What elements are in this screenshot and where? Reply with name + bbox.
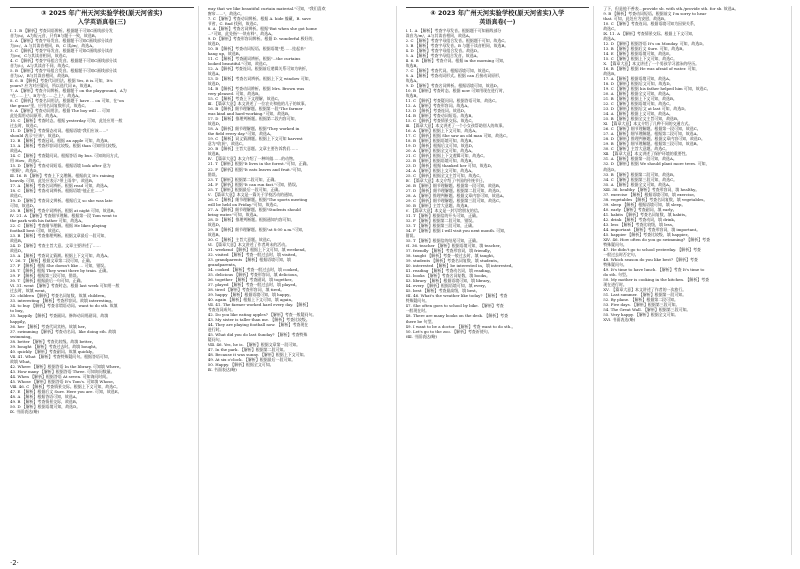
answer-line: 窗帘……"，故选C。 [207,11,245,17]
answer-line: 40. interested 【解析】be interested in，填 interested。 [405,263,516,269]
answer-line: 14. E 【解析】根据语境可知，故选E。 [603,51,673,57]
answer-line: ..."可知，此处指"一块布料"，故选A。 [207,31,275,37]
answer-line: 27. D 【解析】细节理解题。根据第二段可知，故选D。 [405,188,504,194]
answer-line: Ⅶ. 41. What 【解析】考查特殊疑问句。根据答语可知， [10,353,112,359]
answer-line: 12. B 【解析】考查冠词。根据 an apple 可知，故选B。 [10,137,112,143]
answer-line: 故选D。 [207,221,223,227]
answer-line: 10. B 【解析】考查时态。根据 now 可知用现在进行时， [405,87,507,93]
answer-line: ⅩⅣ. 46. How often do you go swimming? 【解析】考查 [603,236,711,242]
answer-line: 12. A 【解析】考查形容词。故选A。 [405,102,472,108]
answer-line: 特殊疑问句。 [603,241,627,247]
answer-line: 29. B 【解析】细节理解题。根据第三段可知，故选B。 [603,141,701,147]
answer-line: 为/eɪ/，C与其读音相同，故选C。 [10,52,70,58]
answer-line: 29. C 【解析】细节理解题。根据第三段可知，故选C。 [405,198,503,204]
answer-line: 35. delicious 【解析】考查形容词，填 delicious。 [207,271,301,277]
answer-line: 49. It's time to have lunch. 【解析】考查 It's time to [603,266,705,272]
answer-line: 10. B 【解析】考查动词短语。根据语境"把……挂起来" [207,46,306,52]
answer-line: 45. What did you do last Sunday? 【解析】考查特殊 [207,332,308,338]
answer-line: 50. Let's go to the zoo. 【解析】考查祈使句。 [405,328,492,334]
answer-line: 22. C 【解析】根据语境可知，故选C。 [603,101,674,107]
answer-line: 16. B 【解析】细节理解题。根据第一段"The farmer [207,106,303,112]
answer-line: 错误。 [207,171,220,177]
section-title: ③ 2025 年广州天河实验学校(原天河省实) [10,7,194,18]
answer-line: 音为/iː/，A与其读音不同，故选C。 [10,62,73,68]
answer-line: 27. F 【解析】根据 She doesn't like ... 可知，错误。 [10,263,109,269]
answer-line: 14. C 【解析】考查疑问词。根据答语 By bus. 可知询问方式， [10,152,122,158]
answer-line: 故选A。 [207,71,223,77]
answer-line: 故选D。 [603,166,619,172]
answer-line: Ⅵ. 31. went 【解析】考查时态。根据 last week 可知用一般 [10,283,120,289]
answer-line: 35. A 【解析】根据全文可知，故选A。 [603,181,673,187]
answer-line: Ⅴ. 【篇章大意】本文是一篇关于学校活动的通知。 [207,191,296,197]
answer-line: Ⅸ. 11. A 【解析】考查情景交际。根据上下文可知， [603,31,696,37]
answer-line: 24. A 【解析】根据上文可知，故选A。 [603,111,673,117]
answer-line: very pleased. 可知，故选B。 [207,91,263,97]
answer-line: 26. C 【解析】细节理解题。根据"The sports meeting [207,196,308,202]
answer-line: Ⅲ. 【篇章大意】本文讲述了一位农夫和他的儿子的故事。 [207,101,309,107]
answer-line: 28. D 【解析】推理判断题。根据文章内容可知，故选D。 [603,136,705,142]
answer-line: 为/ɑː/，A 与其读音相同，B、C 读/æ/，故选A。 [10,42,97,48]
answer-line: 39. happy 【解析】根据语境可知，填 happy。 [207,291,294,297]
answer-line: 28. A 【解析】推理判断题。根据文章内容可知，故选A。 [405,193,507,199]
answer-line: 7. C 【解析】考查代词。根据语境可知，故选C。 [405,67,493,73]
answer-line: 4. C 【解析】考查字母组合发音。根据题干可知C画线部分读 [10,57,117,63]
answer-line: 45. Whose 【解析】根据答语 It's Tom's. 可知填 Whose。 [10,378,117,384]
answer-line: Ⅳ. 【篇章大意】本文介绍了中国的传统节日。 [405,178,487,184]
answer-line: 27. A 【解析】细节理解题。根据第二段可知，故选A。 [603,131,701,137]
answer-line: Ⅴ. 26. T 【解析】根据文章第二段可知，正确。 [10,258,94,264]
answer-line: Ⅴ. 【篇章大意】本文是一封写给朋友的信。 [405,208,482,214]
answer-line: 42. drink 【解析】考查动词，填 drink。 [603,216,678,222]
answer-line: "照顾"，故选D。 [10,168,41,174]
answer-line: 5. B 【解析】考查字母组合发音。根据题干可知C画线部分读 [10,67,117,73]
answer-line: 3. C 【解析】考查字母发音。根据题干可知C画线部分读音 [10,47,113,53]
answer-line: 故选A。 [10,147,25,153]
answer-line: 8. C 【解析】考查名词用法。根据题干 have ... on 可知，在"on [10,97,124,103]
answer-line: 30. B 【解析】主旨大意题。故选B。 [405,203,472,209]
answer-line: 32. visited 【解析】考查一般过去时，填 visited。 [207,251,300,257]
section-subtitle: 英语真卷(一) [479,18,516,26]
answer-line: 43. How many 【解析】根据答语 Three. 可知询问数量。 [10,368,115,374]
answer-line: 16. B 【解析】根据 He was afraid of water. 可知， [603,66,700,72]
answer-line: 31. weekend 【解析】根据上下文可知，填 weekend。 [207,246,309,252]
answer-line: 43. My sister is taller than me. 【解析】考查比较级。 [207,316,310,322]
answer-line: 38. taught 【解析】考查一般过去时，填 taught。 [405,253,497,259]
answer-line: 34. F 【解析】根据 I will visit you next month. 可知， [405,228,509,234]
answer-line: 11. D 【解析】考查情态动词。根据语境"我们应该……" [10,127,109,133]
answer-line: 9. A 【解析】考查动词用法。根据 The boy will ... 可知 [10,107,110,113]
answer-line: 故选A。 [603,36,618,42]
answer-line: 23. D 【解析】根据后文 at last 可知，故选D。 [603,106,689,112]
answer-line: 2. C 【解析】考查字母组合发音。根据题干可知，故选C。 [405,37,509,43]
answer-line: grandparents。 [207,261,239,267]
answer-line: 8. A 【解析】考查动词形式。根据 can 后接动词原形， [405,72,503,78]
answer-line: 4. D 【解析】考查字母组合发音。故选D。 [405,47,482,53]
answer-line: 18. C 【解析】考查动词辨析。根据语境"他正在……" [10,188,105,194]
answer-line: 23. T 【解析】根据第二段可知，正确。 [207,176,279,182]
answer-line: 16. A 【解析】根据上下文可知，故选A。 [405,127,480,133]
answer-line: 50. D 【解析】根据语境可知，故选D。 [10,403,81,409]
answer-line: 18. B 【解析】根据语境可知，故选B。 [405,137,476,143]
answer-line: 48. Because it was sunny. 【解析】根据上下文可知。 [207,352,308,358]
answer-line: 32. children 【解析】考查名词复数。故填 children。 [10,293,109,299]
answer-line: 10. C 【解析】考查连词。根据语境可知为因果关系， [603,21,698,27]
answer-line: heavily. 可知，此处应表示"带上雨伞"，故选B。 [10,178,96,184]
answer-line: 故选D。 [10,248,25,254]
answer-line: happily。 [10,318,29,324]
section-title: ④ 2023 年广州天河实验学校(原天河省实)入学 [406,7,590,18]
answer-line: 44. They are playing football now. 【解析】考查现在 [207,321,309,327]
answer-line: Ⅶ. 46. What's the weather like today? 【解析】考查 [405,293,508,299]
answer-line: 20. B 【解析】考查介词辨析。根据 at night 可知，故选B。 [10,208,118,214]
answer-line: Ⅳ. 【篇章大意】本文介绍了一种叫做……的动物。 [207,156,297,162]
answer-line: ⅩⅥ. 书面表达(略) [603,316,636,322]
answer-line: 45. happier 【解析】考查比较级，填 happier。 [603,231,692,237]
answer-line: 15. C 【解析】根据上下文可知，故选C。 [603,56,678,62]
column-3 [406,6,595,555]
answer-line: 疑问句。 [207,337,224,343]
answer-line: 23. D 【解析】根据 thanked her 可知，故选D。 [405,163,495,169]
answer-line: 现在进行时。 [603,281,627,287]
answer-line: Ⅶ. 41. The farmer worked hard every day. 【解析】 [207,301,311,307]
answer-line: 25. B 【解析】根据全文主旨可知，故选B。 [603,116,681,122]
column-4 [603,6,792,555]
answer-lines [10,28,194,414]
answer-line: way that we like beautiful curtain material."可知，"我们喜欢 [207,6,326,11]
answer-line: Ⅳ. 21. A 【解析】考查细节理解。根据第一段 Tom went to [10,213,117,219]
answer-line: 考查连词成句。 [207,306,236,312]
answer-line: 54. The Great Wall. 【解析】根据第三段可知。 [603,306,691,312]
answer-line: 17. A 【解析】根据语境可知，故选A。 [603,76,673,82]
answer-line: 38. tired 【解析】考查形容词，填 tired。 [207,286,285,292]
answer-line: 47. She often goes to school by bike. 【解析】考查 [405,303,504,309]
answer-line: 37. exercise 【解析】根据语境可知，填 exercise。 [603,191,698,197]
answer-line: 41. habits 【解析】考查名词复数，填 habits。 [603,211,689,217]
answer-line: 用 How，故选C。 [10,158,44,163]
answer-line: 44. every 【解析】根据语境可知，填 every。 [405,283,489,289]
answer-line: 31. A 【解析】根据第一段可知，故选A。 [603,156,677,162]
answer-line: 故选D。 [207,81,223,87]
answer-line: the park with his father 可知，故选A。 [10,218,86,224]
answer-line: 33. B 【解析】根据第二段可知，故选B。 [603,171,677,177]
answer-lines [406,28,590,339]
column-1 [10,6,199,555]
answer-line: 32. F 【解析】根据第二段可知，错误。 [405,218,477,224]
answer-line: 可知，故选D。 [10,203,37,209]
answer-line: 55. Very happy. 【解析】根据全文可知。 [603,311,679,317]
answer-line: 19. D 【解析】根据后文可知，故选D。 [405,142,476,148]
answer-line: 故选D。 [207,41,223,47]
answer-line: 17. C 【解析】根据 She saw an old man 可知，故选C。 [405,132,511,138]
answer-line: 35. T 【解析】根据信的结尾可知，正确。 [405,238,480,244]
answer-line: will be held on Friday."可知，故选C。 [207,201,281,207]
page-number: ·2· [10,559,19,567]
answer-line: 节省，C. find 找到，故选C。 [207,21,261,27]
answer-line: yours? 应为对应疑问，所以选代词 it。故选B。 [10,82,95,88]
answer-line: Ⅷ. 46. Yes, he is. 【解析】根据文章第一段可知。 [207,342,301,348]
answer-line: 故选B。 [207,231,223,237]
answer-line: 37. played 【解析】考查一般过去时，填 played。 [207,281,300,287]
answer-line: 进行时。 [207,327,224,332]
answer-line: 43. less 【解析】考查比较级，填 less。 [603,221,676,227]
answer-line: 45. best 【解析】考查最高级，填 best。 [405,288,480,294]
answer-line: 15. D 【解析】考查动词短语。根据语境 look after 意为 [10,163,111,169]
answer-line: 过去时，故填 went。 [10,288,49,294]
answer-line: 18. A 【解析】细节理解题。根据"They worked in [207,126,300,132]
answer-line: 20. A 【解析】根据全文可知，故选A。 [603,91,673,97]
answer-line: 3. B 【解析】考查字母发音。B 与题干读音相同，故选B。 [405,42,509,48]
answer-line: 8. A 【解析】考查名词辨析。根据"But when she got home [207,26,317,32]
answer-line: Ⅲ. 16. B 【解析】考查上下文理解。根据前文 It's raining [10,173,115,179]
answer-line: 29. B 【解析】细节理解题。根据"at 8:00 a.m."可知， [207,226,306,232]
answer-line: Ⅲ. 【篇章大意】本文讲述了一个小女孩帮助别人的故事。 [405,122,507,128]
answer-line: ⅩⅤ. 【篇章大意】本文讲述了作者的一次旅行。 [603,286,687,292]
answer-line: 33. T 【解析】根据第三段可知，正确。 [405,223,476,229]
answer-line: Ⅸ. 书面表达(略) [10,408,40,414]
answer-line: 故选B。 [405,62,421,68]
answer-line: Ⅵ. 【篇章大意】本文讲述了作者周末的活动。 [207,241,290,247]
answer-line: Ⅸ. 书面表达(略) [207,367,237,373]
answer-line: Ⅰ. 1. B 【解析】考查词语辨析。根据题干可知C画线部分发 [10,27,113,33]
answer-line: do sth. 句型。 [603,271,630,277]
answer-line: 25. C 【解析】根据全文主旨可知，故选C。 [405,173,484,179]
answer-line: 53. Five days. 【解析】根据第三段可知。 [603,301,680,307]
answer-line: 26. C 【解析】细节理解题。根据第一段可知，故选C。 [603,126,701,132]
answer-line: 19. C 【解析】根据 his father helped him 可知，故选C。 [603,86,711,92]
answer-line: 50. My mother is cooking in the kitchen. 【解析】考查 [603,276,710,282]
answer-line: Ⅵ. 36. teacher 【解析】根据语境可知，填 teacher。 [405,243,504,249]
answer-line: 音为/ʌ/，B与其读音相同，故选B。 [10,72,72,78]
answer-line: 44. When 【解析】根据答语 At seven. 可知询问时间。 [10,373,111,379]
answer-line: 27. A 【解析】细节理解题。根据"Students should [207,206,301,212]
answer-line: 31. T 【解析】根据信的开头可知，正确。 [405,213,480,219]
answer-line: 42. Do you like eating apples? 【解析】考查一般疑问句。 [207,311,317,317]
answer-line: 51. Last summer. 【解析】根据第一段可知。 [603,291,687,297]
answer-line: 24. D 【解析】考查主旨大意。文章主要讲述了…… [10,243,101,249]
answer-line: 13. D 【解析】考查名词辨析。根据上下文 window 可知， [207,76,313,82]
answer-line: 34. C 【解析】根据第三段可知，故选C。 [603,176,678,182]
answer-line: Ⅻ. 【篇章大意】本文讲述了保护环境的重要性。 [603,151,690,157]
answer-line: swimming。 [10,333,35,339]
answer-line: 25. A 【解析】考查词义猜测。根据上下文可知，故选A。 [10,253,112,259]
answer-line: 过去时，故选C。 [10,122,41,128]
answer-line: 特殊疑问句。 [405,298,430,304]
answer-line: 特殊疑问句。 [603,261,627,267]
answer-line: hang up，故选B。 [207,51,243,57]
answer-line: 错误。 [405,233,418,239]
answer-line: 48. Which season do you like best? 【解析】考查 [603,256,698,262]
answer-line: 一般现在时。 [405,308,430,314]
answer-line: 48. There are many books on the desk. 【解析】考查 [405,313,509,319]
answer-line: 24. A 【解析】根据上文可知，故选A。 [405,168,476,174]
answer-line: 15. C 【解析】考查上下文理解，故选C。 [207,96,282,102]
answer-line: 7. C 【解析】考查动词辨析。根据 A. hide 躲藏，B. save [207,16,311,22]
answer-line: 50. Happy. 【解析】根据全文可知。 [207,362,274,368]
answer-line: Ⅺ. 【篇章大意】本文介绍了几种不同的交通方式。 [603,121,693,127]
answer-line: 17. A 【解析】考查名词辨析。根据 read 可知，故选A。 [10,183,111,189]
answer-line: the field every day."可知，故选A。 [207,131,274,137]
answer-line: football best 可知，故选C。 [10,228,63,234]
answer-line: Ⅱ. 6. B 【解析】考查代词用法。根据 Yes, it is.可知，It's [10,77,113,83]
answer-line: bring water."可知，故选A。 [207,211,261,217]
answer-line: 15. C 【解析】考查情景交际。故选C。 [405,117,476,123]
answer-line: 读音为/æ/，A与其读音相同，故选A。 [405,32,473,38]
answer-line: Ⅷ. 46. C 【解析】考查情景交际。根据上下文可知，故选C。 [10,383,121,389]
answer-line: 33. interesting 【解析】考查形容词。故填 interesting。 [10,298,115,304]
answer-line: 20. A 【解析】根据全文可知，故选A。 [405,147,476,153]
answer-line: 49. At six o'clock. 【解析】根据最后一段可知。 [207,357,296,363]
answer-line: that. 可知，此处应为安慰，故选B。 [603,16,668,22]
answer-line: 25. T 【解析】根据最后一段可知，正确。 [207,186,283,192]
answer-line: 故填 What。 [10,358,34,364]
answer-line: 39. bought 【解析】考查过去时。故填 bought。 [10,343,100,349]
answer-line: 13. D 【解析】考查连词。故选D。 [405,107,468,113]
answer-line: 9. D 【解析】考查名词辨析。根据语境可知，故选D。 [405,82,501,88]
answer-line: Ⅹ. 【篇章大意】本文讲述了一个男孩学习游泳的经历。 [603,61,700,67]
answer-line: 5. A 【解析】考查字母组合发音。故选A。 [405,52,481,58]
answer-line: 48. A 【解析】根据答语可知，故选A。 [10,393,80,399]
answer-line: 37. friendly 【解析】考查形容词，填 friendly。 [405,248,494,254]
answer-line: 18. D 【解析】根据后文可知，故选D。 [603,81,674,87]
answer-line: 38. better 【解析】考查比较级。故填 better。 [10,338,96,344]
answer-line: 21. T 【解析】根据"It lives in the forest."可知，正确。 [207,161,311,167]
answer-line: 13. B 【解析】根据后文 Sure. 可知，故选B。 [603,46,687,52]
answer-line: 19. C 【解析】词义猜测题。根据上下文可知 harvest [207,136,303,142]
answer-line: was kind and hard-working."可知，故选B。 [207,111,292,117]
answer-line: 37. swimming 【解析】考查动名词。like doing sth. 故填 [10,328,117,334]
answer-line: 47. E 【解析】根据后文 Sure. Here you are. 可知，故选E。 [10,388,122,394]
answer-line: 34. cooked 【解析】考查一般过去时，填 cooked。 [207,266,302,272]
answer-line: 26. B 【解析】细节理解题。根据第一段可知，故选B。 [405,183,503,189]
answer-line: 音为/u/，A为短元音，只有B与题干一致，故选B。 [10,32,99,38]
answer-line: 21. B 【解析】根据上下文可知，故选B。 [603,96,677,102]
answer-line: 23. B 【解析】考查推理判断。根据文章最后一段可知， [10,233,109,239]
section-subtitle: 入学英语真卷(三) [77,18,126,26]
answer-line: 30. C 【解析】主旨大意题。故选C。 [207,236,274,242]
answer-line: 11. C 【解析】考查疑问词。根据答语可知，故选C。 [405,97,500,103]
answer-line: 33. grandparents 【解析】根据语境可知，填 [207,256,291,262]
answer-line: 47. He didn't go to school yesterday. 【解析】考查 [603,246,701,252]
answer-line: 47. In the park. 【解析】根据第二段可知。 [207,347,288,353]
answer-line: 9. D 【解析】考查形容词辨析。根据 D. wonderful 极好的， [207,36,317,42]
answer-line: 36. together 【解析】考查副词，填 together。 [207,276,296,282]
answer-line: looked beautiful."可知，故选C。 [207,61,270,67]
answer-line: 故选D。 [207,121,223,127]
answer-line: 故选B。 [405,92,421,98]
column-2 [208,6,397,555]
answer-line: 28. T 【解析】根据 They went there by train. 正确。 [10,268,111,274]
answer-lines [208,6,392,372]
answer-line: 7. A 【解析】考查介词辨析。根据题干 on the playground，A为 [10,87,127,93]
answer-line: 故选B。 [10,238,25,244]
answer-line: 21. C 【解析】根据上下文逻辑可知，故选C。 [405,152,488,158]
answer-line: Ⅱ. 6. B 【解析】考查介词。根据 in the morning 可知， [405,57,508,63]
answer-line: 9. B 【解析】考查动词短语。根据前文 I'm sorry to hear [603,11,707,17]
answer-line: 44. important 【解析】考查形容词，填 important。 [603,226,701,232]
answer-line: 40. quickly 【解析】考查副词。故填 quickly。 [10,348,97,354]
answer-line: 22. B 【解析】根据语境可知，故选B。 [405,158,476,163]
answer-line: 24. F 【解析】根据"It can run fast."可知，错误。 [207,181,300,187]
answer-line: 20. B 【解析】主旨大意题。文章主要告诉我们…… [207,146,299,152]
answer-line: 11. C 【解析】考查副词辨析。根据"...the curtains [207,56,301,62]
answer-line: 41. reading 【解析】考查动名词，填 reading。 [405,268,494,274]
answer-line: 14. B 【解析】考查动词辨析。根据 Mrs. Brown was [207,86,305,92]
answer-line: 49. B 【解析】考查情景交际，故选B。 [10,398,80,404]
answer-line: 42. Where 【解析】根据答语 In the library. 可知填 Where。 [10,363,124,369]
answer-line: Ⅰ. 1. A 【解析】考查字母发音。根据题干可知画线部分 [405,27,502,33]
answer-line: 49. I want to be a doctor. 【解析】考查 want to do sth.。 [405,323,516,329]
answer-line: 一般过去时否定句。 [603,251,639,257]
answer-line: 29. F 【解析】根据第三段可知，错误。 [10,273,81,279]
answer-line: 12. A 【解析】考查连词。根据前后逻辑关系可知为转折， [207,66,310,72]
answer-line: 故选C。 [603,26,619,32]
answer-line: 39. sleep 【解析】根据语境可知，填 sleep。 [603,201,686,207]
answer-line: 此处需用动词原形，故选A。 [10,112,61,118]
answer-line: to buy。 [10,308,27,314]
answer-line: 38. vegetables 【解析】考查名词复数，填 vegetables。 [603,196,708,202]
answer-line: 39. students 【解析】考查名词复数，填 students。 [405,258,501,264]
answer-line: 意为"收获"，故选C。 [207,141,246,147]
answer-line: 35. happily 【解析】考查副词。修饰动词用副词，故填 [10,313,109,319]
answer-line: 13. A 【解析】考查形容词比较级。根据 than 可知用比较级， [10,142,120,148]
answer-line: there be 句型。 [405,318,436,324]
answer-line: should 表示"应该"，故选D。 [10,132,63,138]
answer-line: 故选B。 [603,71,618,77]
answer-line: 2. A 【解析】考查字母发音。根据题干可知C画线部分读音 [10,37,113,43]
answer-lines [603,6,787,322]
answer-line: 43. library 【解析】根据语境可知，填 library。 [405,278,494,284]
answer-line: 了下，但是他不善表…provide sb. with sth./provide sth. for sb. 故选A。 [603,6,739,11]
answer-line: 34. to buy 【解析】考查非谓语动词。want to do sth. 故填 [10,303,118,309]
answer-line: 22. C 【解析】考查细节理解。根据 He likes playing [10,223,107,229]
answer-line: "在……上"，B为"在……之上"，故选A。 [10,92,83,98]
answer-line: 14. B 【解析】考查动词短语。故选B。 [405,112,476,118]
answer-line: 30. C 【解析】主旨大意题。故选C。 [603,146,670,152]
answer-line: 40. early 【解析】考查副词，填 early。 [603,206,677,212]
answer-line: ⅩⅢ. 36. healthy 【解析】考查形容词，填 healthy。 [603,186,700,192]
answer-line: 36. her 【解析】考查代词宾格。故填 her。 [10,323,89,329]
answer-line: 故选C。 [10,193,25,199]
answer-line: 17. D 【解析】推理判断题。根据第二段内容可知， [207,116,299,122]
answer-line: 32. D 【解析】根据 We should plant more trees. 可知， [603,161,710,167]
answer-line: 40. again 【解析】根据上下文可知，填 again。 [207,296,295,302]
answer-line: 30. T 【解析】根据最后一句可知，正确。 [10,278,85,284]
answer-line: 22. F 【解析】根据"It eats leaves and fruit."可知， [207,166,305,172]
answer-line: 28. D 【解析】推理判断题。根据通知内容可知， [207,216,295,222]
answer-line: the grass"里，应用名词复数形式，故选C。 [10,102,89,108]
answer-line: 10. C 【解析】考查时态。根据 yesterday 可知，此处应用一般 [10,117,123,123]
answer-line: 42. books 【解析】考查名词复数，填 books。 [405,273,491,279]
answer-line: 12. D 【解析】根据答语 It's on Monday. 可知，故选D。 [603,41,707,47]
answer-line: 故选A。 [405,77,421,83]
answer-line: Ⅷ. 书面表达(略) [405,333,437,339]
answer-line: 故选B。 [207,151,223,157]
answer-line: 52. By plane. 【解析】根据第二段可知。 [603,296,678,302]
answer-line: 19. D 【解析】考查词义辨析。根据后文 so she was late [10,198,113,204]
